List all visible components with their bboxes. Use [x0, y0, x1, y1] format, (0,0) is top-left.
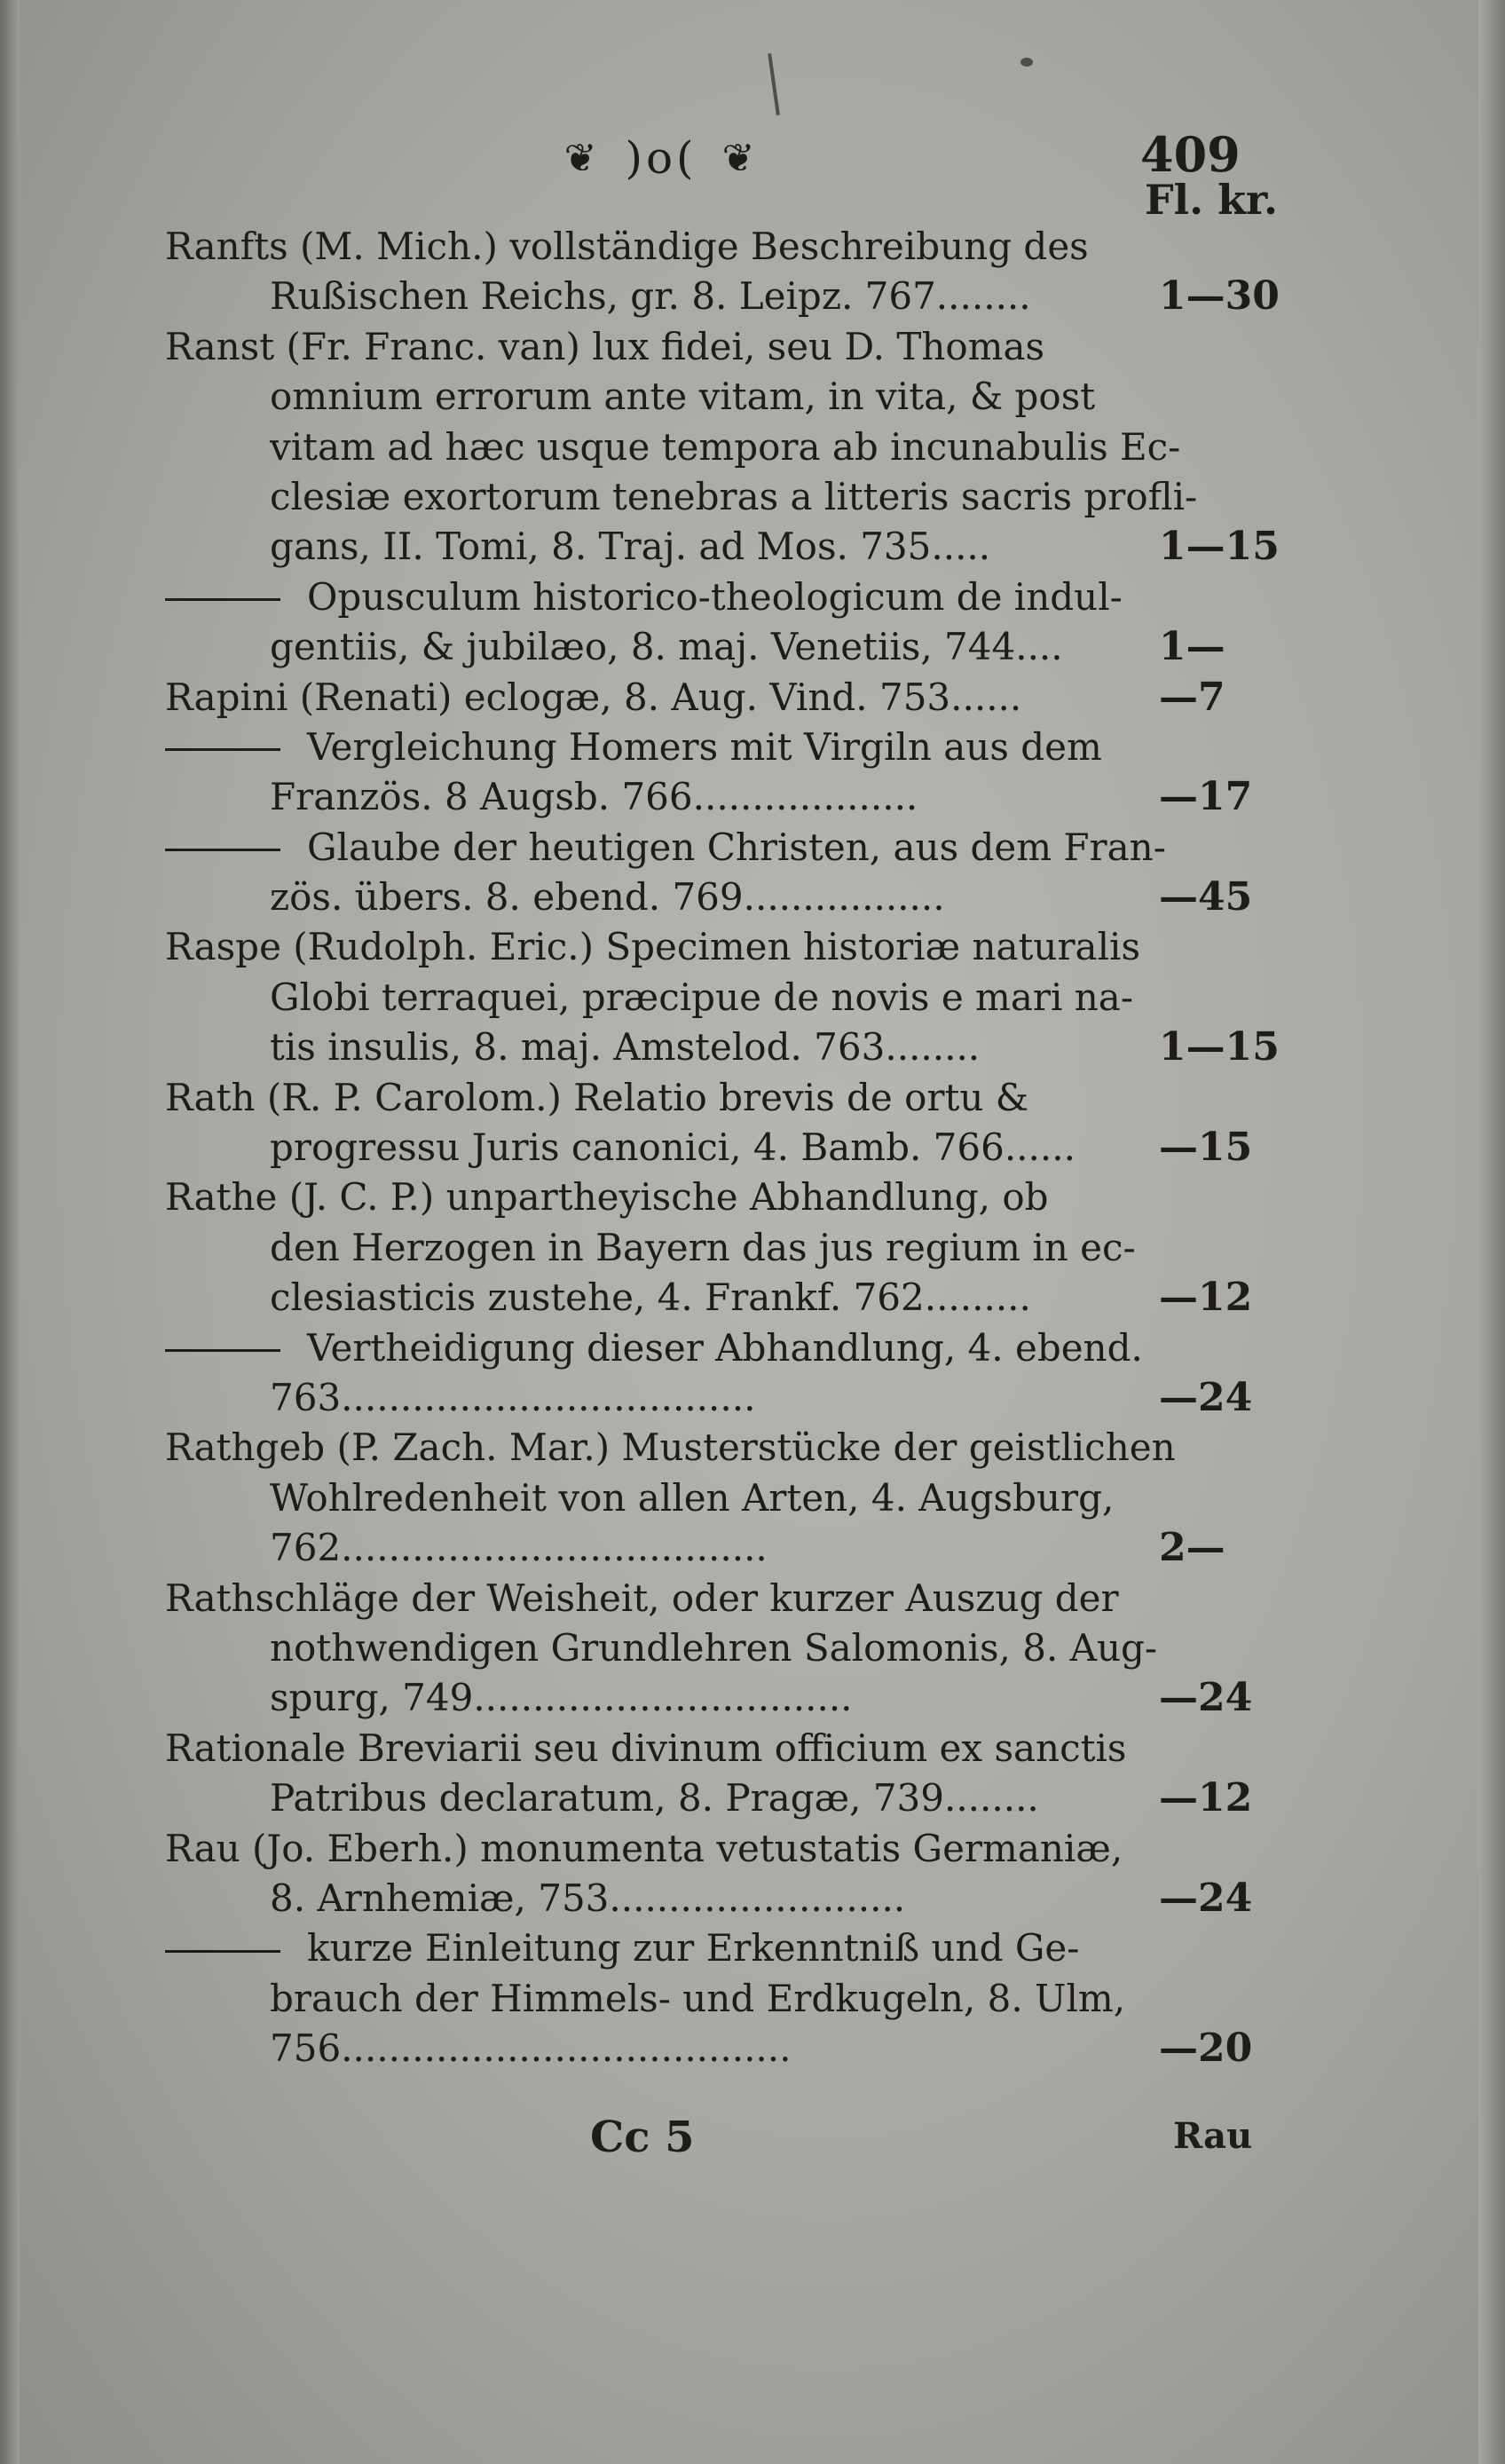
catalog-entry	[165, 1173, 1301, 1323]
entry-first-line	[165, 573, 1301, 622]
catalog-entry	[165, 1724, 1301, 1824]
catalog-entry	[165, 673, 1301, 723]
entry-text: Rathe (J. C. P.) unpartheyische Abhandlung, ob	[165, 1175, 1049, 1220]
entry-text: Rathschläge der Weisheit, oder kurzer Auszug der	[165, 1576, 1119, 1620]
entry-text: brauch der Himmels- und Erdkugeln, 8. Ulm,	[270, 1976, 1126, 2020]
entry-text: Wohlredenheit von allen Arten, 4. Augsburg,	[270, 1475, 1115, 1520]
entry-text: 763...................................	[270, 1375, 756, 1419]
entry-continuation-line	[165, 1273, 1301, 1323]
catalog-entry	[165, 1073, 1301, 1173]
entry-price: —17	[1159, 774, 1253, 820]
entry-text: Vergleichung Homers mit Virgiln aus dem	[307, 724, 1102, 769]
entry-continuation-line	[165, 423, 1301, 472]
entry-text: tis insulis, 8. maj. Amstelod. 763........	[270, 1025, 981, 1070]
ditto-dash	[165, 748, 280, 751]
entry-continuation-line	[165, 1523, 1301, 1573]
ditto-dash	[165, 1950, 280, 1953]
entry-text: Globi terraquei, præcipue de novis e mari na-	[270, 975, 1134, 1019]
entry-price: 1—15	[1159, 524, 1280, 570]
entry-price: —12	[1159, 1275, 1253, 1321]
entry-text: Ranst (Fr. Franc. van) lux fidei, seu D. Thomas	[165, 324, 1045, 368]
entry-text: zös. übers. 8. ebend. 769.................	[270, 875, 945, 920]
entry-text: nothwendigen Grundlehren Salomonis, 8. Aug-	[270, 1625, 1158, 1670]
entry-text: Vertheidigung dieser Abhandlung, 4. ebend.	[307, 1325, 1143, 1370]
entry-text: Ranfts (M. Mich.) vollständige Beschreibung des	[165, 225, 1089, 268]
entry-text: omnium errorum ante vitam, in vita, & post	[270, 375, 1096, 419]
catalog-entry	[165, 922, 1301, 1072]
entry-text: gans, II. Tomi, 8. Traj. ad Mos. 735.....	[270, 525, 991, 569]
ditto-dash	[165, 598, 280, 601]
entry-text: gentiis, & jubilæo, 8. maj. Venetiis, 744....	[270, 625, 1063, 669]
catalog-entry	[165, 1574, 1301, 1724]
entry-first-line	[165, 1173, 1301, 1222]
entry-text: kurze Einleitung zur Erkenntniß und Ge-	[307, 1926, 1080, 1970]
entry-price: —24	[1159, 1374, 1253, 1420]
entry-price: —24	[1159, 1875, 1253, 1921]
entry-continuation-line	[165, 1223, 1301, 1273]
entry-price: —20	[1159, 2026, 1253, 2072]
entry-first-line	[165, 723, 1301, 772]
entry-continuation-line	[165, 1473, 1301, 1523]
entry-first-line	[165, 222, 1301, 272]
fleuron-left-icon: ❦	[563, 135, 601, 181]
currency-header: Fl. kr.	[1145, 176, 1279, 224]
entry-continuation-line	[165, 1673, 1301, 1723]
entry-continuation-line	[165, 772, 1301, 822]
entry-text: Patribus declaratum, 8. Pragæ, 739........	[270, 1776, 1039, 1820]
entry-continuation-line	[165, 1874, 1301, 1923]
catalog-entry	[165, 723, 1301, 823]
entry-price: 2—	[1159, 1525, 1225, 1571]
entry-continuation-line	[165, 2024, 1301, 2073]
page-header	[0, 0, 1505, 231]
entry-text: Französ. 8 Augsb. 766...................	[270, 775, 918, 819]
entry-continuation-line	[165, 1373, 1301, 1423]
entry-text: 762....................................	[270, 1526, 768, 1570]
entry-price: —12	[1159, 1775, 1253, 1821]
catalog-entry	[165, 322, 1301, 573]
entry-continuation-line	[165, 622, 1301, 672]
entry-continuation-line	[165, 272, 1301, 321]
header-ornament	[492, 131, 830, 185]
entry-text: den Herzogen in Bayern das jus regium in ec-	[270, 1225, 1136, 1269]
entry-text: Rußischen Reichs, gr. 8. Leipz. 767........	[270, 274, 1031, 319]
entry-continuation-line	[165, 522, 1301, 572]
entry-continuation-line	[165, 1773, 1301, 1823]
entry-continuation-line	[165, 1123, 1301, 1173]
fleuron-right-icon: ❦	[721, 135, 759, 181]
entry-text: progressu Juris canonici, 4. Bamb. 766......	[270, 1125, 1076, 1170]
page-edge-right	[1478, 0, 1505, 2464]
entry-first-line	[165, 1323, 1301, 1373]
entry-price: —24	[1159, 1675, 1253, 1721]
catalog-entry	[165, 1824, 1301, 1924]
entry-price: 1—15	[1159, 1024, 1280, 1070]
catalog-entry	[165, 1423, 1301, 1573]
entry-first-line	[165, 673, 1301, 723]
catalog-entry	[165, 823, 1301, 923]
entry-text: Opusculum historico-theologicum de indul-	[307, 574, 1123, 619]
entry-text: Rau (Jo. Eberh.) monumenta vetustatis Germaniæ,	[165, 1826, 1123, 1870]
entry-price: —45	[1159, 874, 1253, 920]
catalog-entries	[165, 222, 1301, 2073]
entry-first-line	[165, 823, 1301, 873]
catalog-entry	[165, 1923, 1301, 2073]
entry-text: Glaube der heutigen Christen, aus dem Fran-	[307, 825, 1166, 869]
entry-text: clesiæ exortorum tenebras a litteris sacris profli-	[270, 474, 1198, 518]
entry-continuation-line	[165, 372, 1301, 422]
entry-text: clesiasticis zustehe, 4. Frankf. 762.........	[270, 1275, 1031, 1320]
ditto-dash	[165, 1349, 280, 1352]
entry-text: Rath (R. P. Carolom.) Relatio brevis de ortu &	[165, 1075, 1029, 1119]
entry-first-line	[165, 922, 1301, 972]
entry-first-line	[165, 1073, 1301, 1123]
ditto-dash	[165, 849, 280, 851]
entry-price: —7	[1159, 674, 1225, 720]
entry-text: 756......................................	[270, 2026, 792, 2071]
catalog-entry	[165, 573, 1301, 673]
entry-continuation-line	[165, 973, 1301, 1023]
entry-price: 1—	[1159, 624, 1225, 670]
page-number: 409	[1140, 126, 1241, 183]
entry-text: Rationale Breviarii seu divinum officium ex sanctis	[165, 1726, 1127, 1770]
catalog-entry	[165, 1323, 1301, 1424]
entry-text: Rapini (Renati) eclogæ, 8. Aug. Vind. 753......	[165, 675, 1022, 719]
catchword: Rau	[1173, 2115, 1253, 2157]
entry-continuation-line	[165, 873, 1301, 922]
entry-continuation-line	[165, 1623, 1301, 1673]
entry-continuation-line	[165, 472, 1301, 522]
entry-text: vitam ad hæc usque tempora ab incunabulis Ec-	[270, 424, 1181, 469]
entry-first-line	[165, 1923, 1301, 1973]
entry-continuation-line	[165, 1023, 1301, 1072]
entry-first-line	[165, 322, 1301, 372]
page-edge-left	[0, 0, 20, 2464]
signature-mark: Cc 5	[590, 2113, 695, 2162]
entry-price: 1—30	[1159, 273, 1280, 320]
entry-text: 8. Arnhemiæ, 753.........................	[270, 1876, 906, 1920]
catalog-entry	[165, 222, 1301, 322]
entry-first-line	[165, 1574, 1301, 1623]
entry-first-line	[165, 1824, 1301, 1874]
entry-price: —15	[1159, 1125, 1253, 1171]
entry-text: Raspe (Rudolph. Eric.) Specimen historiæ naturalis	[165, 925, 1140, 969]
entry-text: spurg, 749................................	[270, 1676, 853, 1720]
ornament-center: )o(	[625, 132, 697, 184]
entry-first-line	[165, 1724, 1301, 1773]
entry-text: Rathgeb (P. Zach. Mar.) Musterstücke der geistlichen	[165, 1425, 1176, 1470]
entry-first-line	[165, 1423, 1301, 1473]
entry-continuation-line	[165, 1974, 1301, 2024]
